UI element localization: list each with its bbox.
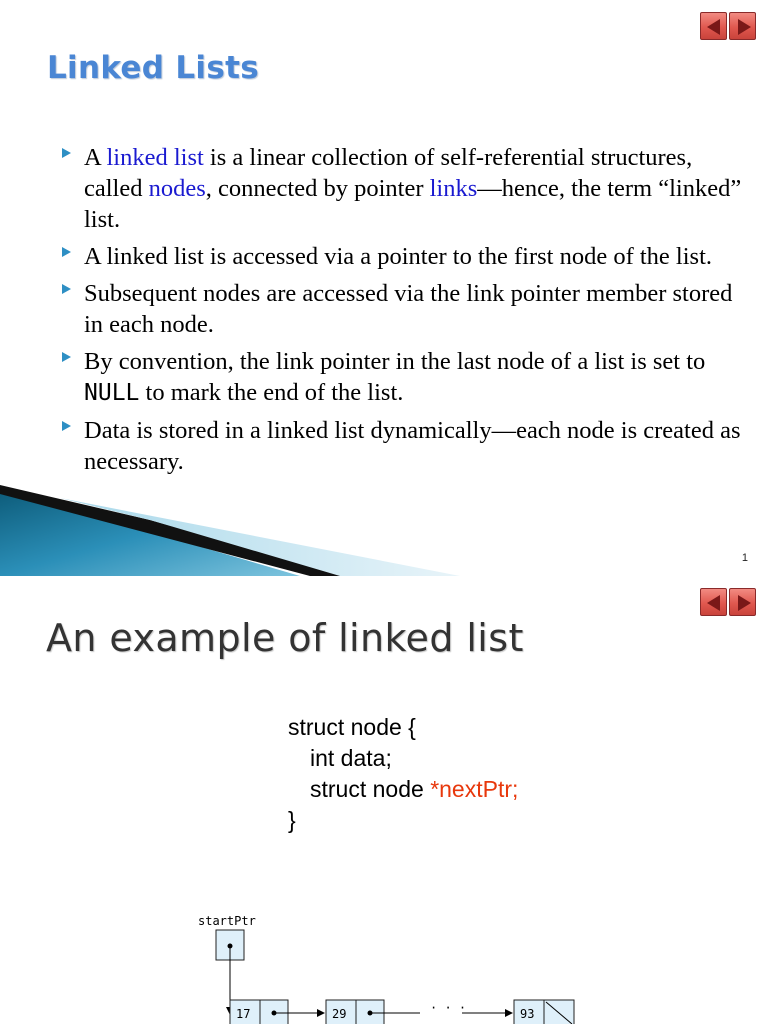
previous-slide-button[interactable]	[700, 12, 727, 40]
node-value: 93	[520, 1007, 535, 1021]
page-number: 1	[741, 552, 748, 564]
node-value: 17	[236, 1007, 251, 1021]
node-value: 29	[332, 1007, 347, 1021]
bullet-text: A	[84, 144, 107, 171]
bullet-text: A linked list is accessed via a pointer to the first node of the list.	[84, 243, 713, 270]
code-term: NULL	[84, 380, 140, 406]
highlighted-term: linked list	[106, 144, 204, 171]
start-pointer-label: startPtr	[198, 914, 256, 928]
bullet-text: Data is stored in a linked list dynamically—each node is created as necessary.	[84, 417, 741, 475]
linked-list-diagram	[190, 906, 590, 1024]
slide-1-title: Linked Lists	[47, 50, 259, 86]
decorative-swoosh	[0, 480, 460, 576]
highlighted-term: nodes	[148, 175, 206, 202]
slide-2-title: An example of linked list	[46, 616, 524, 660]
bullet-list	[62, 142, 742, 483]
bullet-text: By convention, the link pointer in the last node of a list is set to	[84, 348, 706, 375]
bullet-text: is a linear collection of self-referential structures, called	[84, 144, 693, 202]
slide-2-nav	[700, 588, 756, 616]
code-pointer-member: *nextPtr;	[430, 776, 519, 802]
bullet-arrow-icon	[62, 247, 71, 257]
slide-1-nav	[700, 12, 756, 40]
bullet-item	[62, 142, 742, 235]
code-line: struct node {	[288, 714, 416, 740]
struct-code-block	[288, 712, 518, 836]
bullet-arrow-icon	[62, 421, 71, 431]
bullet-text: —hence, the term “linked” list.	[84, 175, 742, 233]
bullet-text: to mark the end of the list.	[139, 379, 404, 406]
code-text: struct node	[310, 776, 431, 802]
bullet-arrow-icon	[62, 148, 71, 158]
bullet-item	[62, 415, 742, 477]
slide-2	[0, 576, 768, 1024]
highlighted-term: links	[429, 175, 478, 202]
bullet-text: , connected by pointer	[205, 175, 430, 202]
bullet-item	[62, 278, 742, 340]
code-line: }	[288, 807, 296, 833]
bullet-item	[62, 346, 742, 409]
bullet-item	[62, 241, 742, 272]
bullet-text: Subsequent nodes are accessed via the link pointer member stored in each node.	[84, 280, 733, 338]
ellipsis: · · ·	[430, 1001, 467, 1015]
next-slide-button[interactable]	[729, 588, 756, 616]
code-line: int data;	[310, 745, 392, 771]
bullet-arrow-icon	[62, 284, 71, 294]
bullet-arrow-icon	[62, 352, 71, 362]
code-line	[288, 774, 518, 805]
next-slide-button[interactable]	[729, 12, 756, 40]
previous-slide-button[interactable]	[700, 588, 727, 616]
